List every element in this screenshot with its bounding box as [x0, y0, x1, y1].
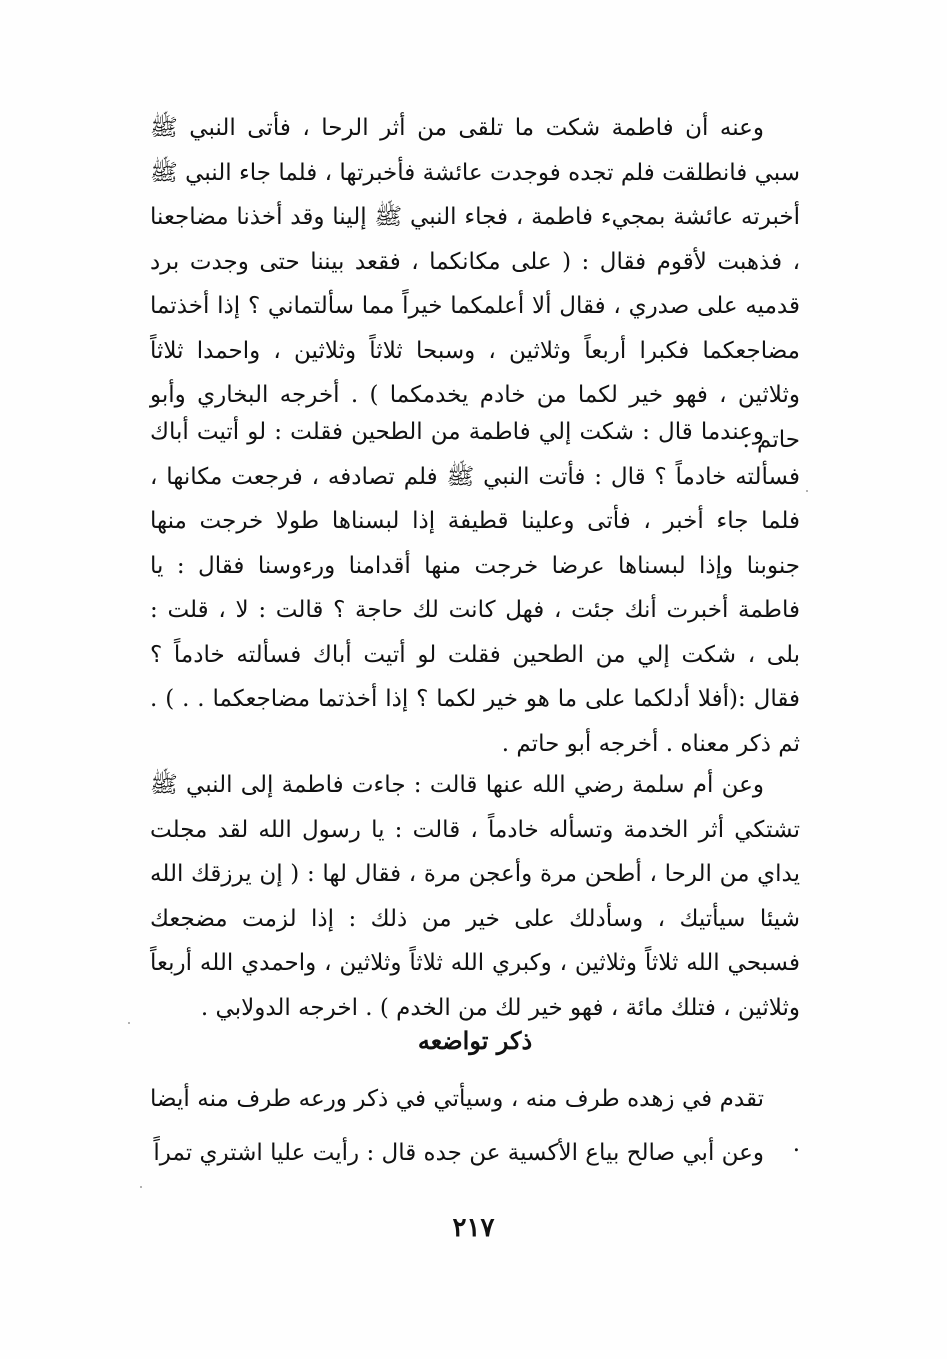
paragraph-5 [150, 1131, 800, 1176]
paragraph-1 [150, 106, 800, 462]
paragraph-4-text: تقدم في زهده طرف منه ، وسيأتي في ذكر ورعه طرف منه أيضا . [150, 1086, 800, 1157]
scan-speck [806, 490, 808, 492]
paragraph-3-text: وعن أم سلمة رضي الله عنها قالت : جاءت فاطمة إلى النبي ﷺ تشتكي أثر الخدمة وتسأله خادماً ، قالت : يا رسول الله لقد مجلت يداي من الرحا ، أطحن مرة وأعجن مرة ، فقال لها : ( إن يرزقك الله شيئا سيأتيك ، وسأدلك على خير من ذلك : إذا لزمت مضجعك فسبحي الله ثلاثاً وثلاثين ، وكبري الله ثلاثاً وثلاثين ، واحمدي الله أربعاً وثلاثين ، فتلك مائة ، فهو خير لك من الخدم ) . اخرجه الدولابي . [150, 772, 800, 1021]
paragraph-2 [150, 410, 800, 766]
page-number: ٢١٧ [452, 1213, 495, 1243]
section-heading: ذكر تواضعه [417, 1026, 533, 1055]
paragraph-3 [150, 763, 800, 1030]
paragraph-2-text: وعندما قال : شكت إلي فاطمة من الطحين فقلت : لو أتيت أباك فسألته خادماً ؟ قال : فأتت النبي ﷺ فلم تصادفه ، فرجعت مكانها ، فلما جاء أخبر ، فأتى وعلينا قطيفة إذا لبسناها طولا خرجت منها جنوبنا وإذا لبسناها عرضا خرجت منها أقدامنا ورءوسنا فقال : يا فاطمة أخبرت أنك جئت ، فهل كانت لك حاجة ؟ قالت : لا ، قلت : بلى ، شكت إلي من الطحين فقلت لو أتيت أباك فسألته خادماً ؟ فقال :(أفلا أدلكما على ما هو خير لكما ؟ إذا أخذتما مضاجعكما . . ) . ثم ذكر معناه . أخرجه أبو حاتم . [150, 419, 801, 757]
paragraph-1-text: وعنه أن فاطمة شكت ما تلقى من أثر الرحا ، فأتى النبي ﷺ سبي فانطلقت فلم تجده فوجدت عائشة فأخبرتها ، فلما جاء النبي ﷺ أخبرته عائشة بمجيء فاطمة ، فجاء النبي ﷺ إلينا وقد أخذنا مضاجعنا ، فذهبت لأقوم فقال : ( على مكانكما ، فقعد بيننا حتى وجدت برد قدميه على صدري ، فقال ألا أعلمكما خيراً مما سألتماني ؟ إذا أخذتما مضاجعكما فكبرا أربعاً وثلاثين ، وسبحا ثلاثاً وثلاثين ، واحمدا ثلاثاً وثلاثين ، فهو خير لكما من خادم يخدمكما ) . أخرجه البخاري وأبو حاتم . [150, 115, 800, 453]
paragraph-5-text: وعن أبي صالح بياع الأكسية عن جده قال : رأيت عليا اشتري تمراً [153, 1140, 764, 1166]
scan-speck [140, 1186, 142, 1188]
scan-speck [128, 1022, 130, 1024]
